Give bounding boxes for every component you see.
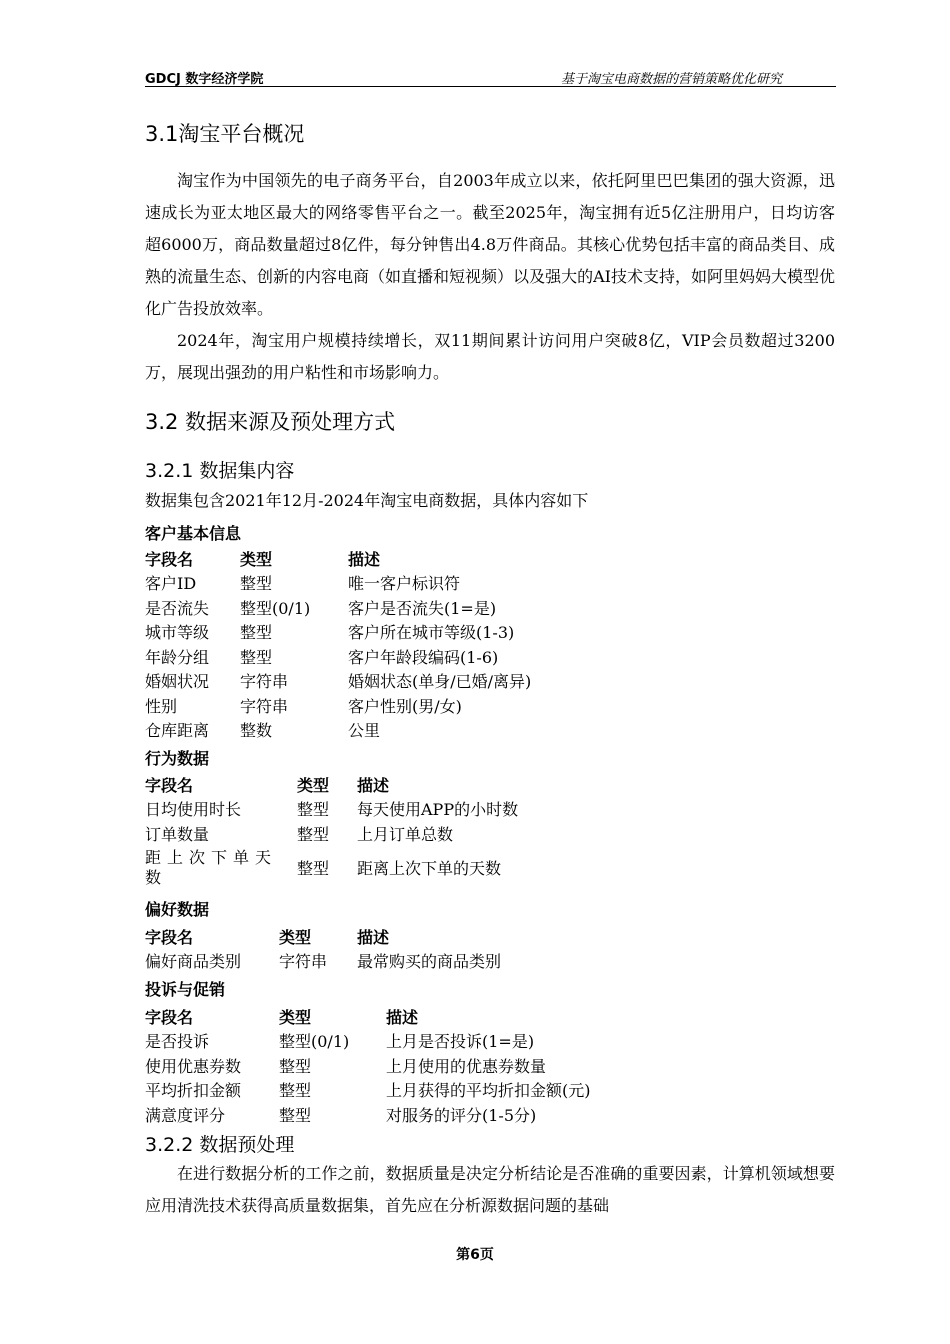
cell-field: 是否流失 [145, 598, 210, 618]
table-row [145, 693, 608, 718]
header-type: 类型 [279, 927, 312, 947]
table-row [145, 1053, 646, 1078]
cell-type: 整型 [240, 623, 273, 643]
cell-desc: 客户年龄段编码(1-6) [348, 647, 499, 667]
header-desc: 描述 [357, 775, 390, 795]
cell-desc: 上月是否投诉(1=是) [386, 1032, 535, 1052]
cell-type: 整型 [240, 574, 273, 594]
cell-desc: 上月获得的平均折扣金额(元) [386, 1081, 591, 1101]
table-row [145, 1078, 646, 1103]
cell-desc: 每天使用APP的小时数 [357, 800, 519, 820]
cell-type: 字符串 [279, 952, 328, 972]
table-row [145, 571, 608, 596]
cell-field: 性别 [145, 696, 178, 716]
cell-field: 偏好商品类别 [145, 952, 242, 972]
cell-desc: 上月使用的优惠券数量 [386, 1056, 547, 1076]
cell-type: 字符串 [240, 672, 289, 692]
section-3-1-heading: 3.1淘宝平台概况 [145, 122, 305, 146]
cell-type: 字符串 [240, 696, 289, 716]
customer-info-table [145, 546, 608, 742]
header-field: 字段名 [145, 1007, 194, 1027]
cell-desc: 距离上次下单的天数 [357, 859, 502, 878]
table-header-row [145, 546, 608, 571]
customer-info-title: 客户基本信息 [145, 524, 242, 543]
section-3-2-1-heading: 3.2.1 数据集内容 [145, 460, 295, 482]
table-row [145, 718, 608, 743]
section-3-2-heading: 3.2 数据来源及预处理方式 [145, 410, 396, 434]
header-institution: GDCJ 数字经济学院 [145, 72, 264, 87]
section-3-1-paragraph-2: 2024年，淘宝用户规模持续增长，双11期间累计访问用户突破8亿，VIP会员数超过3200万，展现出强劲的用户粘性和市场影响力。 [145, 331, 835, 382]
table-row [145, 1029, 646, 1054]
cell-type: 整型 [279, 1105, 312, 1125]
cell-desc: 客户是否流失(1=是) [348, 598, 497, 618]
header-desc: 描述 [357, 927, 390, 947]
cell-desc: 客户性别(男/女) [348, 696, 462, 716]
cell-type: 整型 [297, 859, 330, 878]
header-field: 字段名 [145, 549, 194, 569]
page-header [145, 66, 836, 87]
cell-type: 整数 [240, 721, 273, 741]
table-row [145, 595, 608, 620]
table-row [145, 846, 577, 890]
table-row [145, 949, 577, 974]
cell-field: 订单数量 [145, 824, 210, 844]
table-row [145, 1102, 646, 1127]
cell-field: 仓库距离 [145, 721, 210, 741]
cell-field: 婚姻状况 [145, 672, 210, 692]
behavior-data-table [145, 772, 577, 890]
cell-desc: 婚姻状态(单身/已婚/离异) [348, 672, 532, 692]
cell-field [145, 846, 297, 890]
cell-desc: 唯一客户标识符 [348, 574, 461, 594]
cell-type: 整型 [279, 1081, 312, 1101]
dataset-intro: 数据集包含2021年12月-2024年淘宝电商数据，具体内容如下 [145, 491, 589, 510]
cell-type: 整型 [297, 824, 330, 844]
header-type: 类型 [240, 549, 273, 569]
cell-type: 整型(0/1) [279, 1032, 350, 1052]
cell-field-text: 距上次下单天数 [145, 847, 278, 887]
header-desc: 描述 [348, 549, 381, 569]
page-number: 第6页 [456, 1247, 494, 1263]
header-desc: 描述 [386, 1007, 419, 1027]
header-paper-title: 基于淘宝电商数据的营销策略优化研究 [560, 72, 782, 87]
cell-field: 日均使用时长 [145, 800, 242, 820]
section-3-2-2-heading: 3.2.2 数据预处理 [145, 1134, 295, 1156]
header-field: 字段名 [145, 927, 194, 947]
cell-field: 年龄分组 [145, 647, 210, 667]
table-row [145, 797, 577, 822]
cell-desc: 对服务的评分(1-5分) [386, 1105, 537, 1125]
table-row [145, 669, 608, 694]
cell-field: 客户ID [145, 574, 197, 594]
preference-data-table [145, 924, 577, 973]
complaint-promo-title: 投诉与促销 [145, 980, 226, 999]
header-field: 字段名 [145, 775, 194, 795]
complaint-promo-table [145, 1004, 646, 1127]
table-row [145, 644, 608, 669]
section-3-1-paragraph-1: 淘宝作为中国领先的电子商务平台，自2003年成立以来，依托阿里巴巴集团的强大资源，迅速成长为亚太地区最大的网络零售平台之一。截至2025年，淘宝拥有近5亿注册用户，日均访客超6000万，商品数量超过8亿件，每分钟售出4.8万件商品。其核心优势包括丰富的商品类目、成熟的流量生态、创新的内容电商（如直播和短视频）以及强大的AI技术支持，如阿里妈妈大模型优化广告投放效率。 [145, 171, 835, 318]
cell-field: 城市等级 [145, 623, 210, 643]
preference-data-title: 偏好数据 [145, 900, 210, 919]
behavior-data-title: 行为数据 [145, 749, 210, 768]
table-header-row [145, 772, 577, 797]
cell-desc: 最常购买的商品类别 [357, 952, 502, 972]
cell-type: 整型 [240, 647, 273, 667]
table-row [145, 821, 577, 846]
cell-type: 整型(0/1) [240, 598, 311, 618]
cell-field: 是否投诉 [145, 1032, 210, 1052]
cell-field: 满意度评分 [145, 1105, 226, 1125]
table-row [145, 620, 608, 645]
cell-desc: 上月订单总数 [357, 824, 454, 844]
cell-desc: 客户所在城市等级(1-3) [348, 623, 515, 643]
header-type: 类型 [297, 775, 330, 795]
cell-type: 整型 [297, 800, 330, 820]
header-type: 类型 [279, 1007, 312, 1027]
cell-desc: 公里 [348, 721, 381, 741]
table-header-row [145, 924, 577, 949]
cell-type: 整型 [279, 1056, 312, 1076]
cell-field: 平均折扣金额 [145, 1081, 242, 1101]
table-header-row [145, 1004, 646, 1029]
cell-field: 使用优惠券数 [145, 1056, 242, 1076]
section-3-2-2-paragraph: 在进行数据分析的工作之前，数据质量是决定分析结论是否准确的重要因素，计算机领域想要应用清洗技术获得高质量数据集，首先应在分析源数据问题的基础 [145, 1164, 835, 1215]
